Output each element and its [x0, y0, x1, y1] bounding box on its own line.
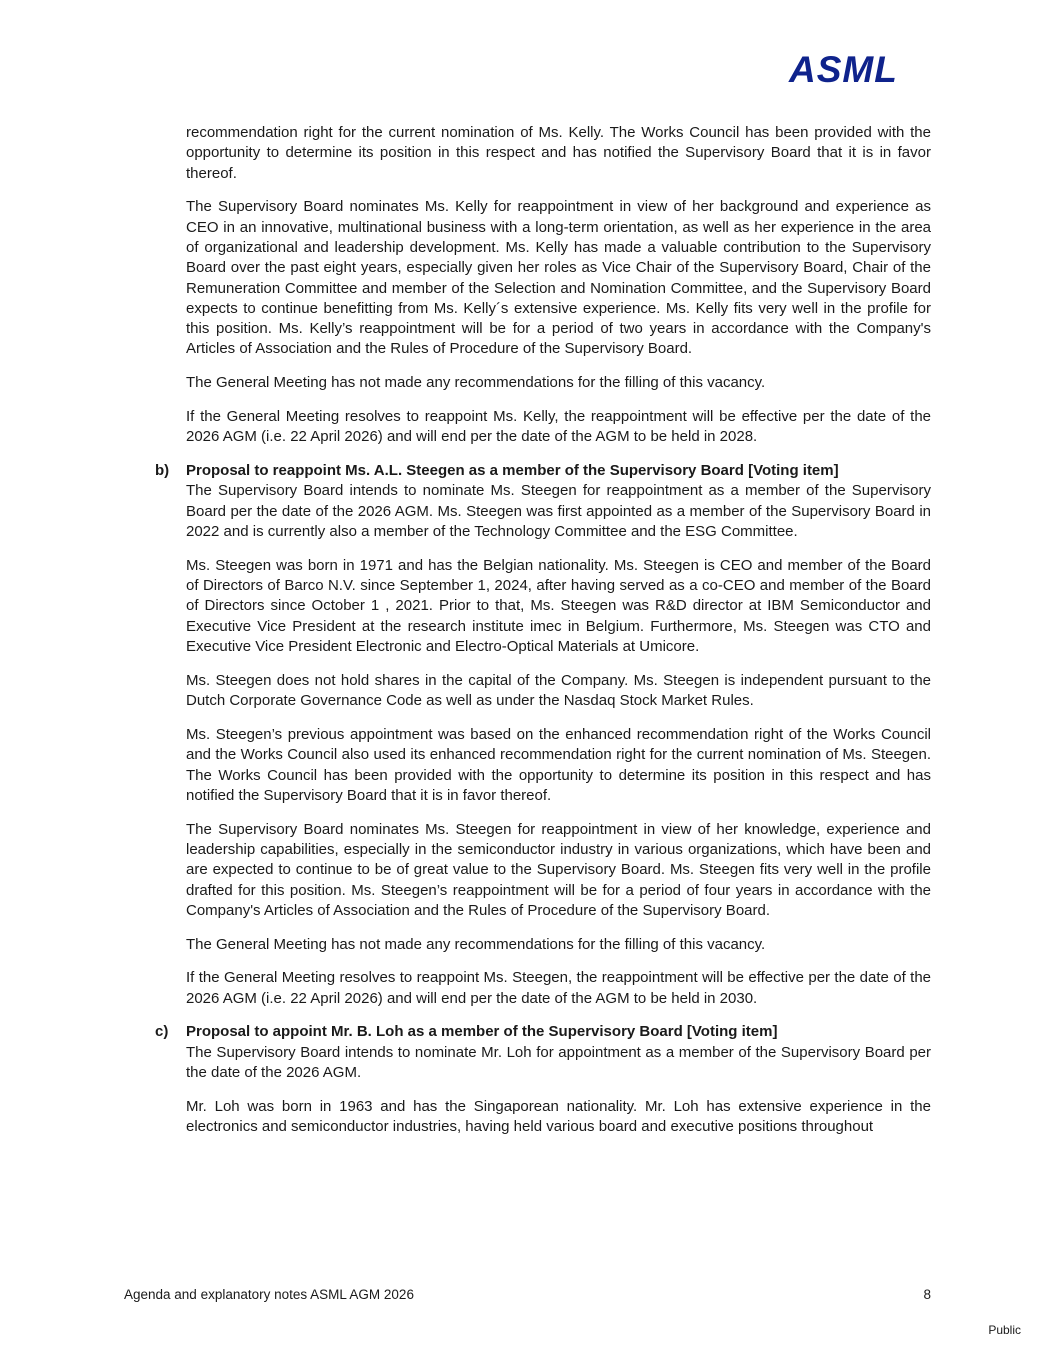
paragraph: Mr. Loh was born in 1963 and has the Singaporean nationality. Mr. Loh has extensive experience in the electronics and semiconductor industries, having held various board and executive positions throughout	[186, 1097, 931, 1136]
footer-document-title: Agenda and explanatory notes ASML AGM 2026	[124, 1287, 414, 1302]
agenda-item-c	[155, 1022, 931, 1137]
item-letter: c)	[155, 1023, 169, 1041]
item-title: Proposal to reappoint Ms. A.L. Steegen as a member of the Supervisory Board [Voting item]	[186, 462, 839, 480]
paragraph: The General Meeting has not made any recommendations for the filling of this vacancy.	[186, 374, 766, 392]
paragraph: If the General Meeting resolves to reappoint Ms. Kelly, the reappointment will be effective per the date of the 2026 AGM (i.e. 22 April 2026) and will end per the date of the AGM to be held in 2028.	[186, 408, 931, 446]
paragraph: The Supervisory Board intends to nominate Ms. Steegen for reappointment as a member of the Supervisory Board per the date of the 2026 AGM. Ms. Steegen was first appointed as a member of the Supervisory Board in 2022 and is currently also a member of the Technology Committee and the ESG Committee.	[186, 482, 931, 541]
paragraph: Ms. Steegen does not hold shares in the capital of the Company. Ms. Steegen is independent pursuant to the Dutch Corporate Governance Code as well as under the Nasdaq Stock Market Rules.	[186, 671, 931, 710]
page-number: 8	[923, 1287, 931, 1302]
paragraph: Ms. Steegen’s previous appointment was based on the enhanced recommendation right of the Works Council and the Works Council also used its enhanced recommendation right for the current nomination of Ms. Steegen. The Works Council has been provided with the opportunity to determine its position in this respect and has notified the Supervisory Board that it is in favor thereof.	[186, 725, 931, 804]
agenda-item-b	[155, 461, 931, 1009]
asml-logo: ASML	[789, 49, 898, 90]
classification-label: Public	[988, 1323, 1021, 1337]
paragraph: The Supervisory Board nominates Ms. Steegen for reappointment in view of her knowledge, experience and leadership capabilities, especially in the semiconductor industry in various organizations, which have been and are expected to continue to be of great value to the Supervisory Board. Ms. Steegen fits very well in the profile drafted for this position. Ms. Steegen’s reappointment will be for a period of four years in accordance with the Company's Articles of Association and the Rules of Procedure of the Supervisory Board.	[186, 820, 931, 919]
paragraph: recommendation right for the current nomination of Ms. Kelly. The Works Council has been provided with the opportunity to determine its position in this respect and has notified the Supervisory Board that it is in favor thereof.	[186, 124, 931, 182]
item-title: Proposal to appoint Mr. B. Loh as a member of the Supervisory Board [Voting item]	[186, 1023, 778, 1041]
paragraph: The Supervisory Board intends to nominate Mr. Loh for appointment as a member of the Supervisory Board per the date of the 2026 AGM.	[186, 1043, 931, 1082]
document-body	[155, 123, 931, 1151]
paragraph: Ms. Steegen was born in 1971 and has the Belgian nationality. Ms. Steegen is CEO and member of the Board of Directors of Barco N.V. since September 1, 2024, after having served as a co-CEO and member of the Board of Directors since October 1 , 2021. Prior to that, Ms. Steegen was R&D director at IBM Semiconductor and Executive Vice President at the research institute imec in Belgium. Furthermore, Ms. Steegen was CTO and Executive Vice President Electronic and Electro-Optical Materials at Umicore.	[186, 556, 931, 656]
paragraph: The Supervisory Board nominates Ms. Kelly for reappointment in view of her background and experience as CEO in an innovative, multinational business with a long-term orientation, as well as her experience in the area of organizational and leadership development. Ms. Kelly has made a valuable contribution to the Supervisory Board over the past eight years, especially given her roles as Vice Chair of the Supervisory Board, Chair of the Remuneration Committee and member of the Selection and Nomination Committee, and the Supervisory Board expects to continue benefitting from Ms. Kelly´s extensive experience. Ms. Kelly fits very well in the profile for this position. Ms. Kelly’s reappointment will be for a period of two years in accordance with the Company's Articles of Association and the Rules of Procedure of the Supervisory Board.	[186, 198, 931, 358]
paragraph: If the General Meeting resolves to reappoint Ms. Steegen, the reappointment will be effective per the date of the 2026 AGM (i.e. 22 April 2026) and will end per the date of the AGM to be held in 2030.	[186, 969, 931, 1007]
paragraph: The General Meeting has not made any recommendations for the filling of this vacancy.	[186, 935, 766, 953]
item-letter: b)	[155, 462, 170, 480]
